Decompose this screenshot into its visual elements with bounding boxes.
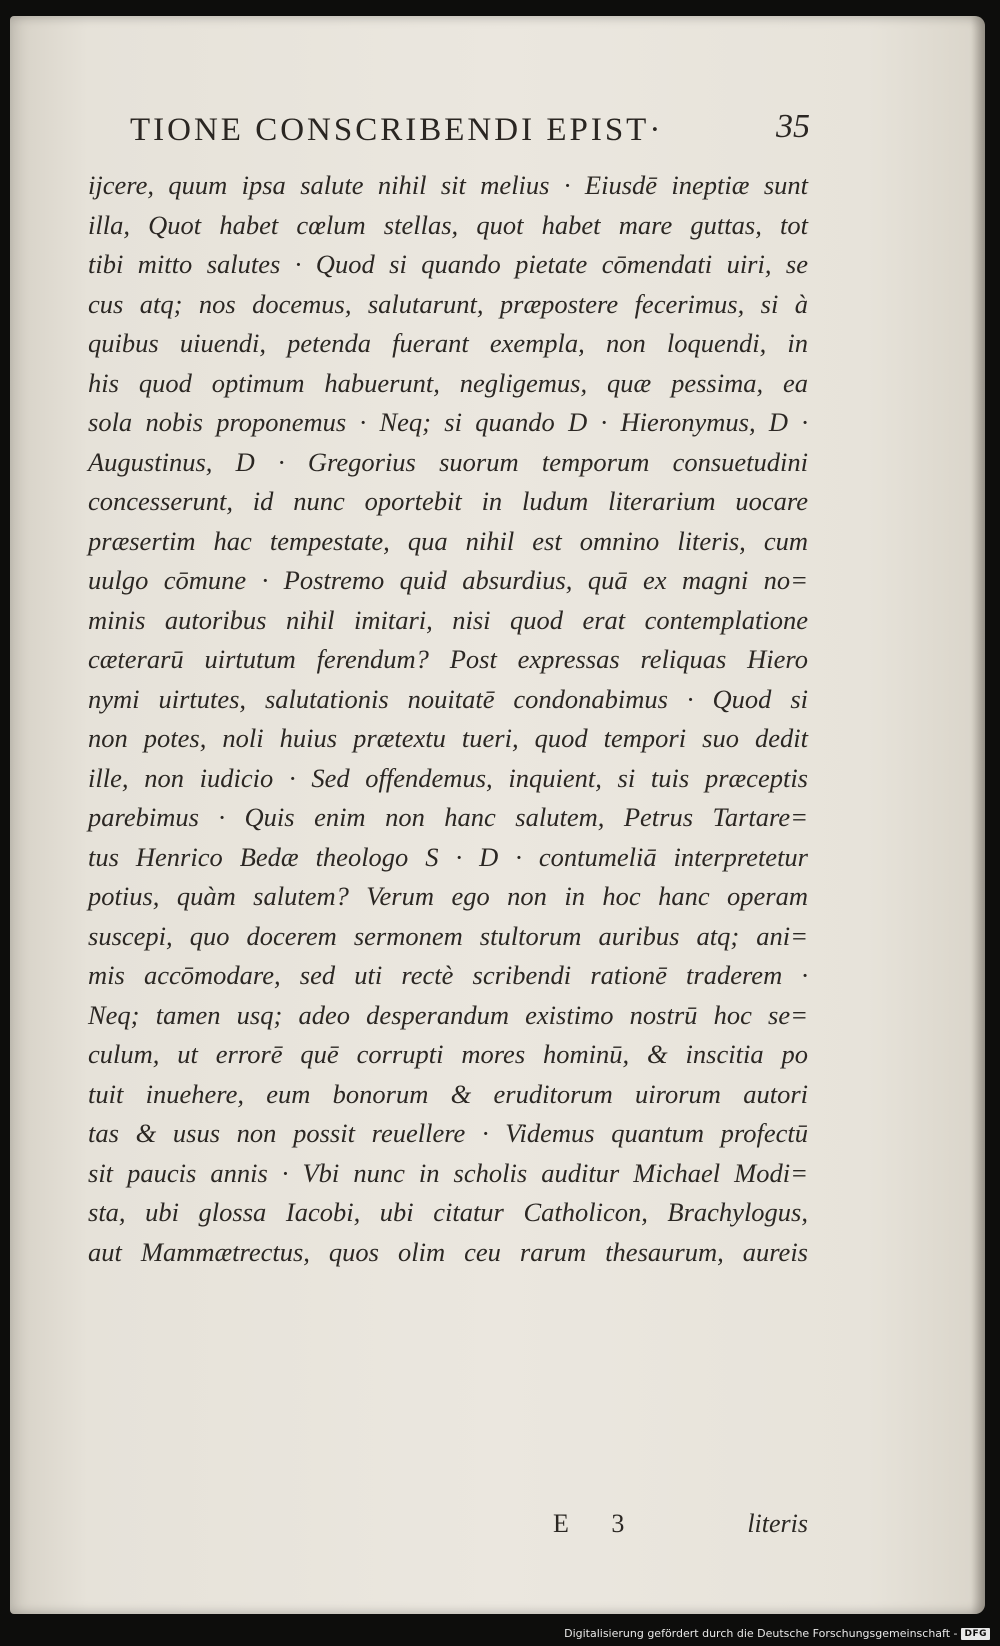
- footer-bar: [0, 1620, 1000, 1646]
- text-line: tas & usus non possit reuellere · Videmus quantum profectū: [88, 1118, 808, 1148]
- catch-line: [88, 1509, 808, 1549]
- text-line: Augustinus, D · Gregorius suorum temporum consuetudini: [88, 446, 808, 477]
- text-line: sta, ubi glossa Iacobi, ubi citatur Catholicon, Brachylogus,: [88, 1197, 808, 1227]
- book-page: [10, 16, 985, 1614]
- credit-text: Digitalisierung gefördert durch die Deutsche Forschungsgemeinschaft -: [564, 1627, 958, 1640]
- dfg-logo: DFG: [961, 1628, 990, 1640]
- text-line: tibi mitto salutes · Quod si quando pietate cōmendati uiri, se: [88, 249, 808, 279]
- text-line: uulgo cōmune · Postremo quid absurdius, quā ex magni no=: [88, 565, 808, 595]
- text-line: cus atq; nos docemus, salutarunt, præpostere fecerimus, si à: [88, 288, 808, 319]
- text-line: parebimus · Quis enim non hanc salutem, Petrus Tartare=: [88, 802, 808, 832]
- text-line: illa, Quot habet cœlum stellas, quot habet mare guttas, tot: [88, 209, 808, 240]
- text-line: non potes, noli huius prætextu tueri, quod tempori suo dedit: [88, 723, 808, 753]
- page-fore-edge: [971, 16, 985, 1614]
- text-line: nymi uirtutes, salutationis nouitatē condonabimus · Quod si: [88, 683, 808, 714]
- funding-credit: [564, 1627, 990, 1640]
- folio-number: 35: [776, 108, 810, 145]
- text-line: quibus uiuendi, petenda fuerant exempla, non loquendi, in: [88, 328, 808, 358]
- text-line: Neq; tamen usq; adeo desperandum existimo nostrū hoc se=: [88, 999, 808, 1030]
- text-line: sit paucis annis · Vbi nunc in scholis auditur Michael Modi=: [88, 1157, 808, 1188]
- text-line: tus Henrico Bedæ theologo S · D · contumeliā interpretetur: [88, 841, 808, 872]
- text-line: his quod optimum habuerunt, negligemus, quæ pessima, ea: [88, 367, 808, 398]
- text-line: potius, quàm salutem? Verum ego non in hoc hanc operam: [88, 881, 808, 911]
- text-line: ijcere, quum ipsa salute nihil sit melius · Eiusdē ineptiæ sunt: [88, 170, 808, 200]
- text-line: mis accōmodare, sed uti rectè scribendi rationē traderem ·: [88, 960, 808, 990]
- text-line: concesserunt, id nunc oportebit in ludum literarium uocare: [88, 486, 808, 516]
- text-line: aut Mammætrectus, quos olim ceu rarum thesaurum, aureis: [88, 1236, 808, 1267]
- text-line: minis autoribus nihil imitari, nisi quod erat contemplatione: [88, 604, 808, 635]
- text-line: sola nobis proponemus · Neq; si quando D · Hieronymus, D ·: [88, 407, 808, 437]
- text-line: tuit inuehere, eum bonorum & eruditorum uirorum autori: [88, 1078, 808, 1109]
- text-line: suscepi, quo docerem sermonem stultorum auribus atq; ani=: [88, 920, 808, 951]
- page-header: [130, 108, 810, 158]
- text-line: culum, ut errorē quē corrupti mores hominū, & inscitia po: [88, 1039, 808, 1069]
- signature-mark: E 3: [553, 1509, 643, 1538]
- running-head: TIONE CONSCRIBENDI EPIST·: [130, 112, 664, 148]
- body-text: [88, 166, 808, 1538]
- text-line: cæterarū uirtutum ferendum? Post expressas reliquas Hiero: [88, 644, 808, 674]
- catchword: literis: [747, 1509, 808, 1538]
- text-line: ille, non iudicio · Sed offendemus, inquient, si tuis præceptis: [88, 762, 808, 793]
- text-line: præsertim hac tempestate, qua nihil est omnino literis, cum: [88, 525, 808, 556]
